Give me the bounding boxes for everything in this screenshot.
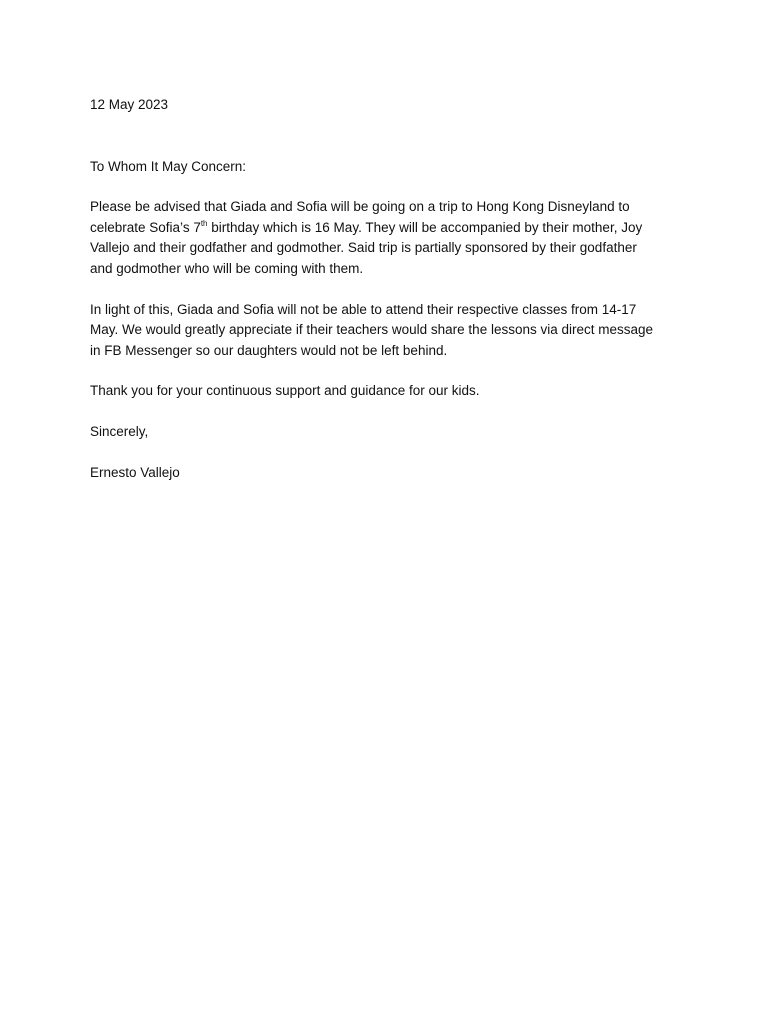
text-fragment: birthday which is 16 May. They will be accompanied by their mother, Joy	[207, 219, 643, 235]
letter-body	[90, 95, 690, 483]
paragraph-line: in FB Messenger so our daughters would not be left behind.	[90, 342, 448, 358]
paragraph-trip-notice	[90, 197, 690, 279]
letter-date: 12 May 2023	[90, 97, 169, 112]
letter-closing: Sincerely,	[90, 423, 149, 439]
letter-salutation: To Whom It May Concern:	[90, 158, 247, 174]
paragraph-line: and godmother who will be coming with them.	[90, 260, 364, 276]
text-fragment: celebrate Sofia’s 7	[90, 219, 201, 235]
paragraph-absence-request	[90, 300, 690, 362]
paragraph-line	[90, 218, 690, 239]
letter-signature-name: Ernesto Vallejo	[90, 464, 180, 480]
paragraph-line: Please be advised that Giada and Sofia will be going on a trip to Hong Kong Disneyland to	[90, 199, 630, 215]
ordinal-suffix: th	[200, 218, 208, 228]
paragraph-thanks: Thank you for your continuous support and guidance for our kids.	[90, 383, 480, 399]
paragraph-line: May. We would greatly appreciate if their teachers would share the lessons via direct message	[90, 322, 654, 338]
paragraph-line: In light of this, Giada and Sofia will not be able to attend their respective classes from 14-17	[90, 301, 637, 317]
paragraph-line: Vallejo and their godfather and godmother. Said trip is partially sponsored by their godfather	[90, 240, 637, 256]
